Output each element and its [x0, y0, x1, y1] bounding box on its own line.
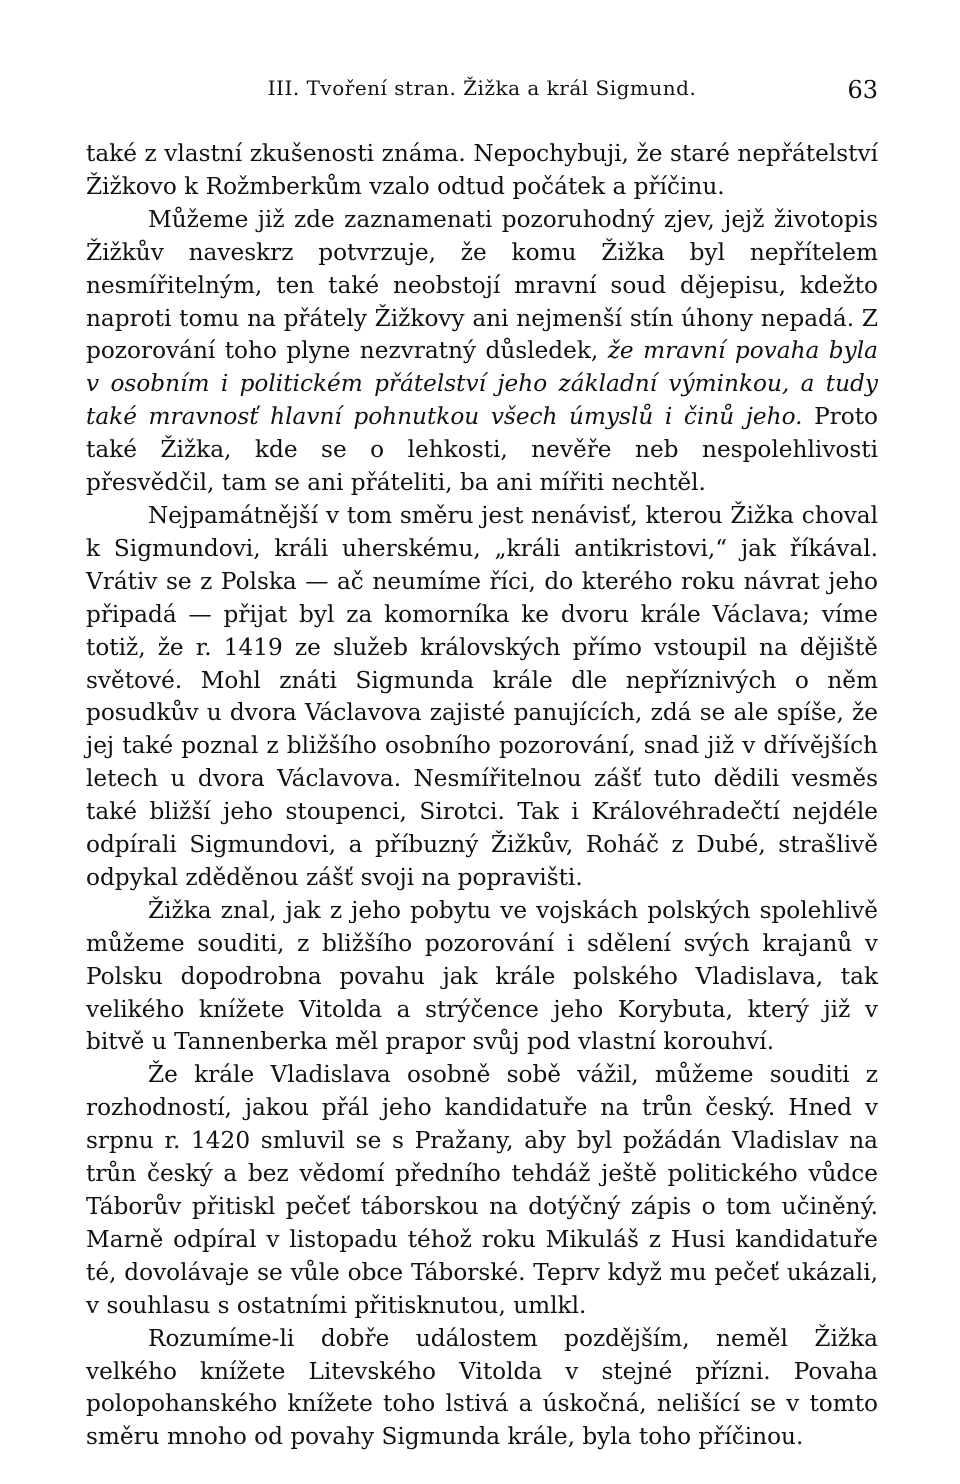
- paragraph-2: [86, 204, 878, 500]
- running-title: III. Tvoření stran. Žižka a král Sigmund.: [267, 76, 697, 100]
- paragraph-text: Nejpamátnější v tom směru jest nenávisť, kterou Žižka choval k Sigmundovi, králi uherskému, „králi antikristovi,“ jak říkával. Vrátiv se z Polska — ač neumíme říci, do kterého roku návrat jeho připadá — přijat byl za komorníka ke dvoru krále Václava; víme totiž, že r. 1419 ze služeb královských přímo vstoupil na dějiště světové. Mohl znáti Sigmunda krále dle nepříznivých o něm posudkův u dvora Václavova zajisté panujících, zdá se ale spíše, že jej také poznal z bližšího osobního pozorování, snad již v dřívějších letech u dvora Václavova. Nesmířitelnou zášť tuto dědili vesměs také bližší jeho stoupenci, Sirotci. Tak i Královéhradečtí nejdéle odpírali Sigmundovi, a příbuzný Žižkův, Roháč z Dubé, strašlivě odpykal zděděnou zášť svoji na popravišti.: [86, 501, 878, 891]
- paragraph-3: [86, 500, 878, 895]
- book-page: [86, 68, 878, 1468]
- paragraph-text: Žižka znal, jak z jeho pobytu ve vojskách polských spolehlivě můžeme souditi, z bližšího pozorování i sdělení svých krajanů v Polsku dopodrobna povahu jak krále polského Vladislava, tak velikého knížete Vitolda a strýčence jeho Korybuta, který již v bitvě u Tannenberka měl prapor svůj pod vlastní korouhví.: [86, 896, 878, 1056]
- running-head: [86, 68, 878, 108]
- paragraph-4: [86, 895, 878, 1060]
- paragraph-6: [86, 1323, 878, 1455]
- paragraph-text-continued: Proto také Žižka, kde se o lehkosti, nevěře neb nespolehlivosti přesvědčil, tam se ani přáteliti, ba ani mířiti nechtěl.: [86, 403, 879, 497]
- paragraph-text: Rozumíme-li dobře událostem pozdějším, neměl Žižka velkého knížete Litevského Vitolda v stejné přízni. Povaha polopohanského knížete toho lstivá a úskočná, nelišící se v tomto směru mnoho od povahy Sigmunda krále, byla toho příčinou.: [86, 1324, 878, 1451]
- paragraph-text: také z vlastní zkušenosti známa. Nepochybuji, že staré nepřátelství Žižkovo k Rožmberkům vzalo odtud počátek a příčinu.: [86, 140, 878, 200]
- body-text: [86, 138, 878, 1454]
- paragraph-text: Že krále Vladislava osobně sobě vážil, můžeme souditi z rozhodností, jakou přál jeho kandidatuře na trůn český. Hned v srpnu r. 1420 smluvil se s Pražany, aby byl požádán Vladislav na trůn český a bez vědomí předního tehdáž ještě politického vůdce Táborův přitiskl pečeť táborskou na dotýčný zápis o tom učiněný. Marně odpíral v listopadu téhož roku Mikuláš z Husi kandidatuře té, dovolávaje se vůle obce Táborské. Teprv když mu pečeť ukázali, v souhlasu s ostatními přitisknutou, umlkl.: [86, 1061, 878, 1319]
- emphasized-text: že mravní povaha byla v osobním i politickém přátelství jeho základní výminkou, a tudy také mravnosť hlavní pohnutkou všech úmyslů i činů jeho.: [86, 337, 878, 431]
- page-number: 63: [847, 76, 878, 104]
- paragraph-text: Můžeme již zde zaznamenati pozoruhodný zjev, jejž životopis Žižkův naveskrz potvrzuje, že komu Žižka byl nepřítelem nesmířitelným, ten také neobstojí mravní soud dějepisu, kdežto naproti tomu na přátely Žižkovy ani nejmenší stín úhony nepadá. Z pozorování toho plyne nezvratný důsledek,: [86, 205, 878, 365]
- paragraph-1: [86, 138, 878, 204]
- paragraph-5: [86, 1059, 878, 1322]
